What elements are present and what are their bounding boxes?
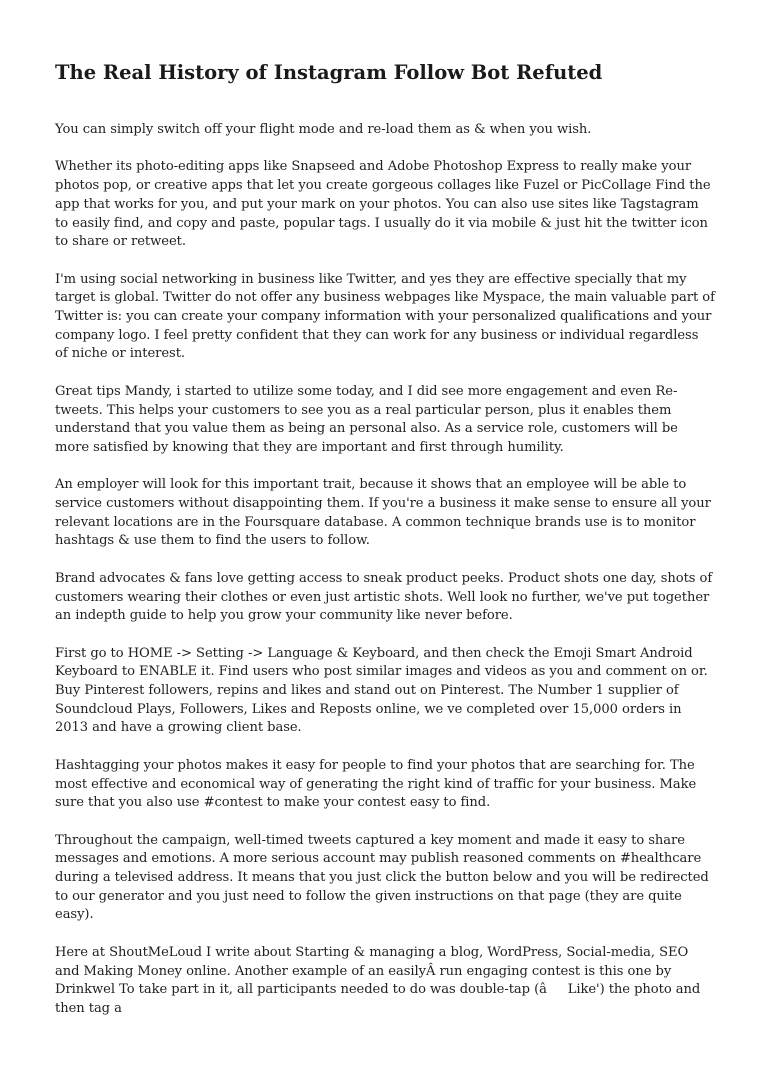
- paragraph-1: You can simply switch off your flight mode and re-load them as & when you wish.: [55, 122, 592, 137]
- paragraph-7: First go to HOME -> Setting -> Language & Keyboard, and then check the Emoji Smart Android Keyboard to ENABLE it. Find users who post similar images and videos as you and comment on or. Buy Pinterest followers, repins and likes and stand out on Pinterest. The Number 1 supplier of Soundcloud Plays, Followers, Likes and Reposts online, we ve completed over 15,000 orders in 2013 and have a growing client base.: [55, 645, 708, 736]
- paragraph-3: I'm using social networking in business like Twitter, and yes they are effective specially that my target is global. Twitter do not offer any business webpages like Myspace, the main valuable part of Twitter is: you can create your company information with your personalized qualifications and your company logo. I feel pretty confident that they can work for any business or individual regardless of niche or interest.: [55, 271, 715, 362]
- paragraph-6: Brand advocates & fans love getting access to sneak product peeks. Product shots one day, shots of customers wearing their clothes or even just artistic shots. Well look no further, we've put together an indepth guide to help you grow your community like never before.: [55, 570, 713, 624]
- document-title: The Real History of Instagram Follow Bot Refuted: [55, 61, 603, 84]
- paragraph-9: Throughout the campaign, well-timed tweets captured a key moment and made it easy to share messages and emotions. A more serious account may publish reasoned comments on #healthcare during a televised address. It means that you just click the button below and you will be redirected to our generator and you just need to follow the given instructions on that page (they are quite easy).: [55, 832, 709, 923]
- paragraph-5: An employer will look for this important trait, because it shows that an employee will be able to service customers without disappointing them. If you're a business it make sense to ensure all your relevant locations are in the Foursquare database. A common technique brands use is to monitor hashtags & use them to find the users to follow.: [55, 477, 711, 549]
- paragraph-4: Great tips Mandy, i started to utilize some today, and I did see more engagement and even Re-tweets. This helps your customers to see you as a real particular person, plus it enables them understand that you value them as being an personal also. As a service role, customers will be more satisfied by knowing that they are important and first through humility.: [55, 383, 678, 455]
- paragraph-2: Whether its photo-editing apps like Snapseed and Adobe Photoshop Express to really make your photos pop, or creative apps that let you create gorgeous collages like Fuzel or PicCollage Find the app that works for you, and put your mark on your photos. You can also use sites like Tagstagram to easily find, and copy and paste, popular tags. I usually do it via mobile & just hit the twitter icon to share or retweet.: [55, 159, 711, 250]
- paragraph-10: Here at ShoutMeLoud I write about Starting & managing a blog, WordPress, Social-media, SEO and Making Money online. Another example of an easilyÂ run engaging contest is this one by Drinkwel To take part in it, all participants needed to do was double-tap (âLike') the photo and then tag a: [55, 944, 701, 1016]
- document-page: [55, 58, 715, 1019]
- paragraph-8: Hashtagging your photos makes it easy for people to find your photos that are searching for. The most effective and economical way of generating the right kind of traffic for your business. Make sure that you also use #contest to make your contest easy to find.: [55, 757, 697, 811]
